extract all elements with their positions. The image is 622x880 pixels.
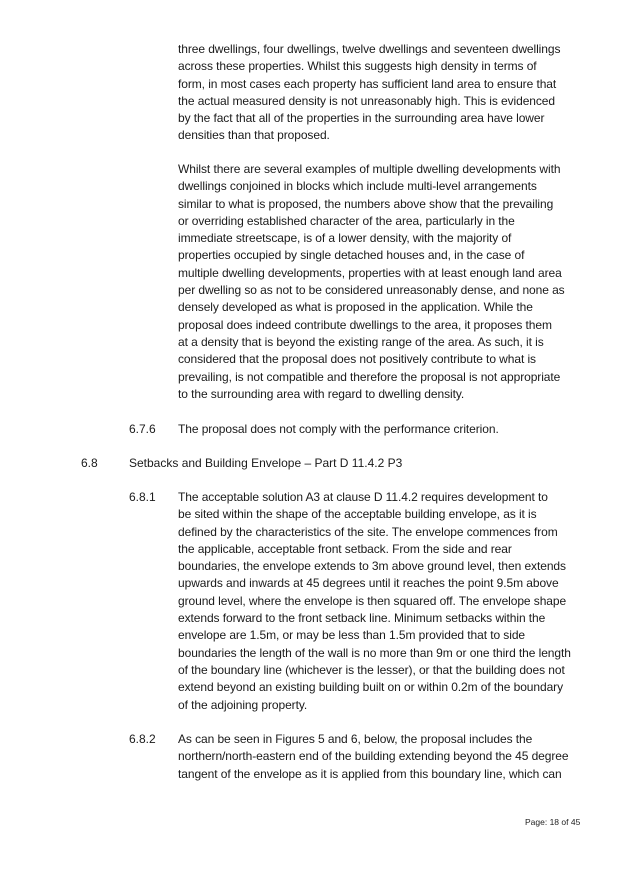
paragraph-whilst-several-examples: Whilst there are several examples of multiple dwelling developments with dwellings conjoined in blocks which include multi-level arrangements similar to what is proposed, the numbers above show that the prevailing or overriding established character of the area, particularly in the immediate streetscape, is of a lower density, with the majority of properties occupied by single detached houses and, in the case of multiple dwelling developments, properties with at least enough land area per dwelling so as not to be considered unreasonably dense, and none as densely developed as what is proposed in the application. While the proposal does indeed contribute dwellings to the area, it proposes them at a density that is beyond the existing range of the area. As such, it is considered that the proposal does not positively contribute to what is prevailing, is not compatible and therefore the proposal is not appropriate to the surrounding area with regard to dwelling density. xyxy=(178,162,565,401)
section-heading-setbacks: Setbacks and Building Envelope – Part D 11.4.2 P3 xyxy=(129,456,403,470)
section-number-6-8-2: 6.8.2 xyxy=(129,732,156,746)
paragraph-6-8-1: The acceptable solution A3 at clause D 11.4.2 requires development to be sited within the shape of the acceptable building envelope, as it is defined by the characteristics of the site. The envelope commences from the applicable, acceptable front setback. From the side and rear boundaries, the envelope extends to 3m above ground level, then extends upwards and inwards at 45 degrees until it reaches the point 9.5m above ground level, where the envelope is then squared off. The envelope shape extends forward to the front setback line. Minimum setbacks within the envelope are 1.5m, or may be less than 1.5m provided that to side boundaries the length of the wall is no more than 9m or one third the length of the boundary line (whichever is the lesser), or that the building does not extend beyond an existing building built on or within 0.2m of the boundary of the adjoining property. xyxy=(178,490,571,712)
section-number-6-8: 6.8 xyxy=(81,456,98,470)
paragraph-6-7-6: The proposal does not comply with the performance criterion. xyxy=(178,422,499,436)
page-number-footer: Page: 18 of 45 xyxy=(525,817,581,827)
paragraph-continuation: three dwellings, four dwellings, twelve dwellings and seventeen dwellings across these properties. Whilst this suggests high density in terms of form, in most cases each property has sufficient land area to ensure that the actual measured density is not unreasonably high. This is evidenced by the fact that all of the properties in the surrounding area have lower densities than that proposed. xyxy=(178,42,561,143)
section-number-6-7-6: 6.7.6 xyxy=(129,422,156,436)
paragraph-6-8-2: As can be seen in Figures 5 and 6, below, the proposal includes the northern/north-eastern end of the building extending beyond the 45 degree tangent of the envelope as it is applied from this boundary line, which can xyxy=(178,732,569,781)
section-number-6-8-1: 6.8.1 xyxy=(129,490,156,504)
